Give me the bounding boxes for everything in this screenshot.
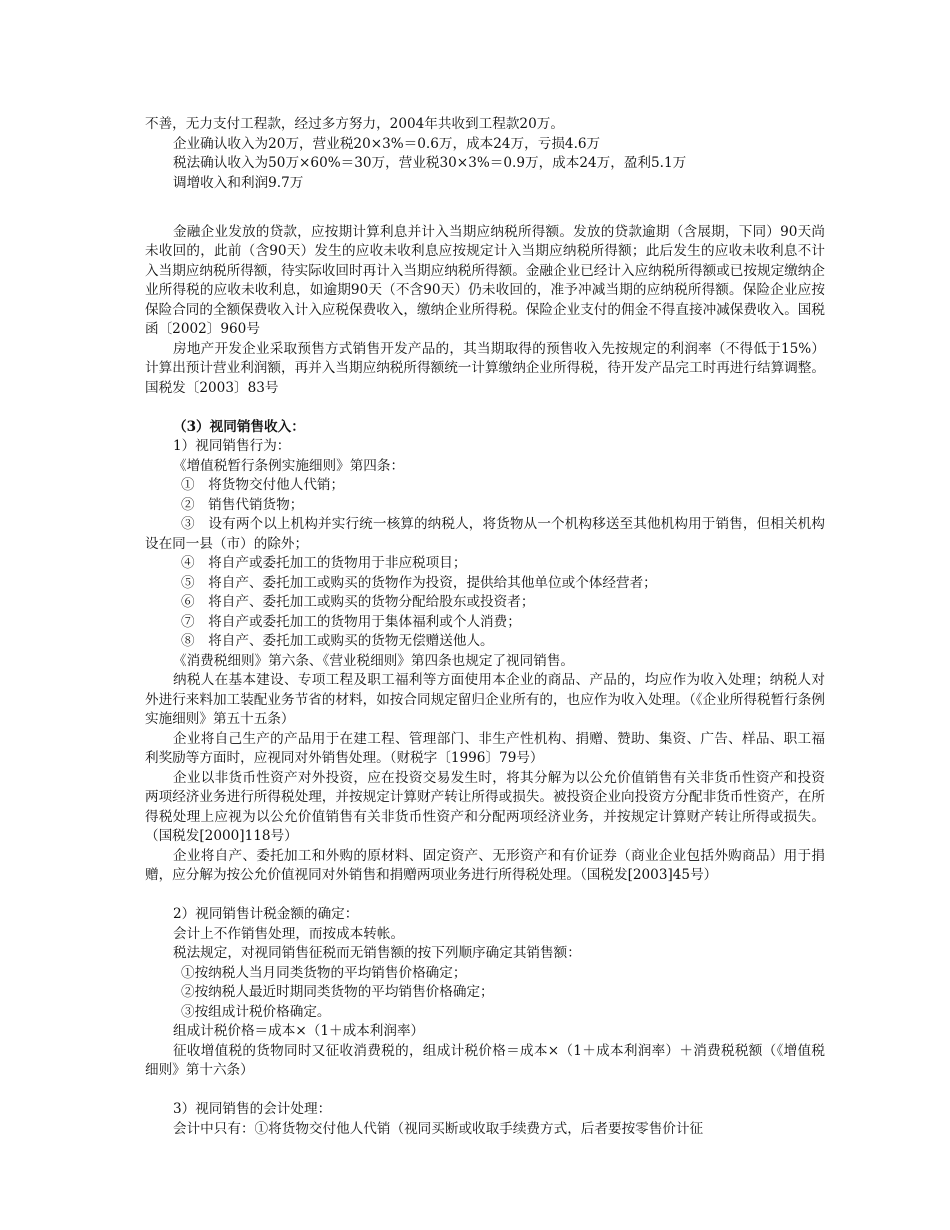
paragraph: 会计中只有：①将货物交付他人代销（视同买断或收取手续费方式，后者要按零售价计征 [173, 1120, 704, 1137]
list-item: ⑥ 将自产、委托加工或购买的货物分配给股东或投资者； [181, 594, 535, 610]
paragraph: 纳税人在基本建设、专项工程及职工福利等方面使用本企业的商品、产品的，均应作为收入处理；纳税人对外进行来料加工装配业务节省的材料，如按合同规定留归企业所有的，也应作为收入处理。（《企业所得税暂行条例实施细则》第五十五条） [145, 672, 825, 727]
paragraph: 不善，无力支付工程款，经过多方努力，2004年共收到工程款20万。 [145, 116, 564, 132]
list-item: ⑦ 将自产或委托加工的货物用于集体福利或个人消费； [181, 613, 521, 630]
subsection-heading: 3）视同销售的会计处理： [173, 1101, 332, 1117]
paragraph: 企业将自己生产的产品用于在建工程、管理部门、非生产性机构、捐赠、赞助、集资、广告、样品、职工福利奖励等方面时，应视同对外销售处理。（财税字〔1996〕79号） [145, 730, 825, 766]
subsection-heading: 2）视同销售计税金额的确定： [173, 906, 359, 922]
paragraph: 征收增值税的货物同时又征收消费税的，组成计税价格＝成本×（1＋成本利润率）＋消费税税额（《增值税细则》第十六条） [145, 1042, 825, 1078]
paragraph: 税法确认收入为50万×60%＝30万，营业税30×3%＝0.9万，成本24万，盈利5.1万 [173, 155, 687, 171]
document-body [145, 115, 825, 1139]
list-item: ③按组成计税价格确定。 [181, 1003, 331, 1020]
subsection-heading: 1）视同销售行为： [173, 438, 291, 454]
list-item: ④ 将自产或委托加工的货物用于非应税项目； [181, 555, 467, 571]
paragraph: 企业确认收入为20万，营业税20×3%＝0.6万，成本24万，亏损4.6万 [173, 135, 601, 152]
paragraph: 《消费税细则》第六条、《营业税细则》第四条也规定了视同销售。 [173, 652, 575, 669]
list-item: ② 销售代销货物； [181, 496, 304, 513]
paragraph: 房地产开发企业采取预售方式销售开发产品的，其当期取得的预售收入先按规定的利润率（不得低于15%）计算出预计营业利润额，再并入当期应纳税所得额统一计算缴纳企业所得税，待开发产品完工时再进行结算调整。国税发〔2003〕83号 [145, 340, 825, 396]
paragraph: 税法规定，对视同销售征税而无销售额的按下列顺序确定其销售额： [173, 945, 581, 961]
list-item: ①按纳税人当月同类货物的平均销售价格确定； [181, 964, 467, 981]
list-item: ②按纳税人最近时期同类货物的平均销售价格确定； [181, 984, 494, 1000]
paragraph: 企业将自产、委托加工和外购的原材料、固定资产、无形资产和有价证券（商业企业包括外购商品）用于捐赠，应分解为按公允价值视同对外销售和捐赠两项业务进行所得税处理。（国税发[2003]45号） [145, 847, 825, 883]
formula: 组成计税价格＝成本×（1＋成本利润率） [173, 1023, 425, 1039]
paragraph: 《增值税暂行条例实施细则》第四条： [173, 457, 405, 474]
list-item: ⑧ 将自产、委托加工或购买的货物无偿赠送他人。 [181, 633, 494, 649]
paragraph: 调增收入和利润9.7万 [173, 174, 304, 191]
paragraph: 会计上不作销售处理，而按成本转帐。 [173, 925, 405, 942]
list-item: ③ 设有两个以上机构并实行统一核算的纳税人，将货物从一个机构移送至其他机构用于销售，但相关机构设在同一县（市）的除外； [145, 516, 825, 552]
section-heading: （3）视同销售收入： [173, 418, 305, 435]
paragraph: 企业以非货币性资产对外投资，应在投资交易发生时，将其分解为以公允价值销售有关非货币性资产和投资两项经济业务进行所得税处理，并按规定计算财产转让所得或损失。被投资企业向投资方分配非货币性资产，在所得税处理上应视为以公允价值销售有关非货币性资产和分配两项经济业务，并按规定计算财产转让所得或损失。（国税发[2000]118号） [145, 769, 825, 844]
list-item: ⑤ 将自产、委托加工或购买的货物作为投资，提供给其他单位或个体经营者； [181, 574, 657, 591]
list-item: ① 将货物交付他人代销； [181, 477, 345, 493]
paragraph: 金融企业发放的贷款，应按期计算利息并计入当期应纳税所得额。发放的贷款逾期（含展期，下同）90天尚未收回的，此前（含90天）发生的应收未收利息应按规定计入当期应纳税所得额；此后发生的应收未收利息不计入当期应纳税所得额，待实际收回时再计入当期应纳税所得额。金融企业已经计入应纳税所得额或已按规定缴纳企业所得税的应收未收利息，如逾期90天（不含90天）仍未收回的，准予冲减当期的应纳税所得额。保险企业应按保险合同的全额保费收入计入应税保费收入，缴纳企业所得税。保险企业支付的佣金不得直接冲减保费收入。国税函〔2002〕960号 [145, 223, 825, 337]
